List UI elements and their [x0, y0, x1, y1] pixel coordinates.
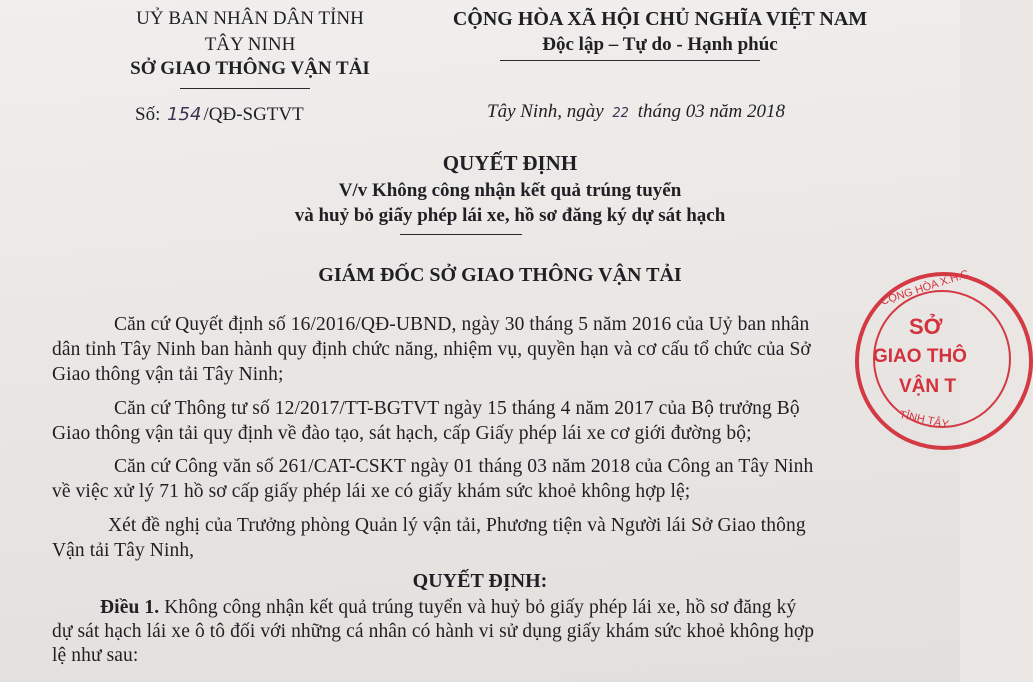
basis-2-line-1: Căn cứ Thông tư số 12/2017/TT-BGTVT ngày 15 tháng 4 năm 2017 của Bộ trưởng Bộ	[114, 398, 800, 419]
seal-line-2: GIAO THÔ	[873, 346, 967, 367]
date-suffix: tháng 03 năm 2018	[637, 101, 785, 122]
authority-heading: GIÁM ĐỐC SỞ GIAO THÔNG VẬN TẢI	[318, 264, 682, 286]
basis-3-line-2: về việc xử lý 71 hồ sơ cấp giấy phép lái xe có giấy khám sức khoẻ không hợp lệ;	[52, 481, 691, 502]
decision-title: QUYẾT ĐỊNH	[442, 151, 578, 175]
agency-line-1: UỶ BAN NHÂN DÂN TỈNH	[136, 8, 364, 29]
nation-title: CỘNG HÒA XÃ HỘI CHỦ NGHĨA VIỆT NAM	[452, 8, 868, 30]
agency-line-2: TÂY NINH	[204, 34, 296, 55]
article-1-line-2: dự sát hạch lái xe ô tô đối với những cá nhân có hành vi sử dụng giấy khám sức khoẻ không hợp	[52, 621, 815, 642]
basis-4-line-2: Vận tải Tây Ninh,	[52, 540, 195, 561]
seal-line-1: SỞ	[909, 314, 943, 339]
seal-bottom-text: TỈNH TÂY	[898, 408, 950, 432]
basis-1-line-2: dân tỉnh Tây Ninh ban hành quy định chức năng, nhiệm vụ, quyền hạn và cơ cấu tổ chức của Sở	[52, 339, 811, 360]
basis-1-line-1: Căn cứ Quyết định số 16/2016/QĐ-UBND, ngày 30 tháng 5 năm 2016 của Uỷ ban nhân	[114, 314, 810, 335]
decision-heading: QUYẾT ĐỊNH:	[412, 570, 548, 592]
doc-number-prefix: Số:	[135, 104, 161, 125]
basis-3-line-1: Căn cứ Công văn số 261/CAT-CSKT ngày 01 tháng 03 năm 2018 của Công an Tây Ninh	[114, 456, 814, 477]
national-motto: Độc lập – Tự do - Hạnh phúc	[542, 34, 778, 55]
seal-ring-text: CỘNG HÒA X.H.C	[879, 268, 971, 308]
doc-number-handwritten: 154	[167, 104, 202, 125]
date-prefix: Tây Ninh, ngày	[487, 101, 604, 122]
subject-line-1: V/v Không công nhận kết quả trúng tuyển	[338, 180, 682, 201]
article-1-text: Không công nhận kết quả trúng tuyển và huỷ bỏ giấy phép lái xe, hồ sơ đăng ký	[164, 597, 797, 618]
date-day-handwritten: 22	[612, 106, 629, 121]
article-1-line-1	[100, 597, 796, 619]
basis-2-line-2: Giao thông vận tải quy định về đào tạo, sát hạch, cấp Giấy phép lái xe cơ giới đường bộ;	[52, 423, 752, 444]
seal-line-3: VẬN T	[899, 376, 956, 397]
basis-1-line-3: Giao thông vận tải Tây Ninh;	[52, 364, 284, 385]
doc-number	[135, 104, 304, 126]
article-1-line-3: lệ như sau:	[52, 645, 139, 666]
subject-underline	[400, 234, 522, 235]
article-1-label: Điều 1.	[100, 597, 160, 618]
official-seal	[855, 268, 1033, 450]
subject-line-2: và huỷ bỏ giấy phép lái xe, hồ sơ đăng ký dự sát hạch	[294, 205, 726, 226]
doc-number-suffix: /QĐ-SGTVT	[203, 104, 304, 125]
motto-underline	[500, 60, 760, 61]
agency-name: SỞ GIAO THÔNG VẬN TẢI	[130, 58, 370, 79]
issue-date	[487, 101, 785, 123]
basis-4-line-1: Xét đề nghị của Trưởng phòng Quản lý vận tải, Phương tiện và Người lái Sở Giao thông	[108, 515, 806, 536]
agency-underline	[180, 88, 310, 89]
